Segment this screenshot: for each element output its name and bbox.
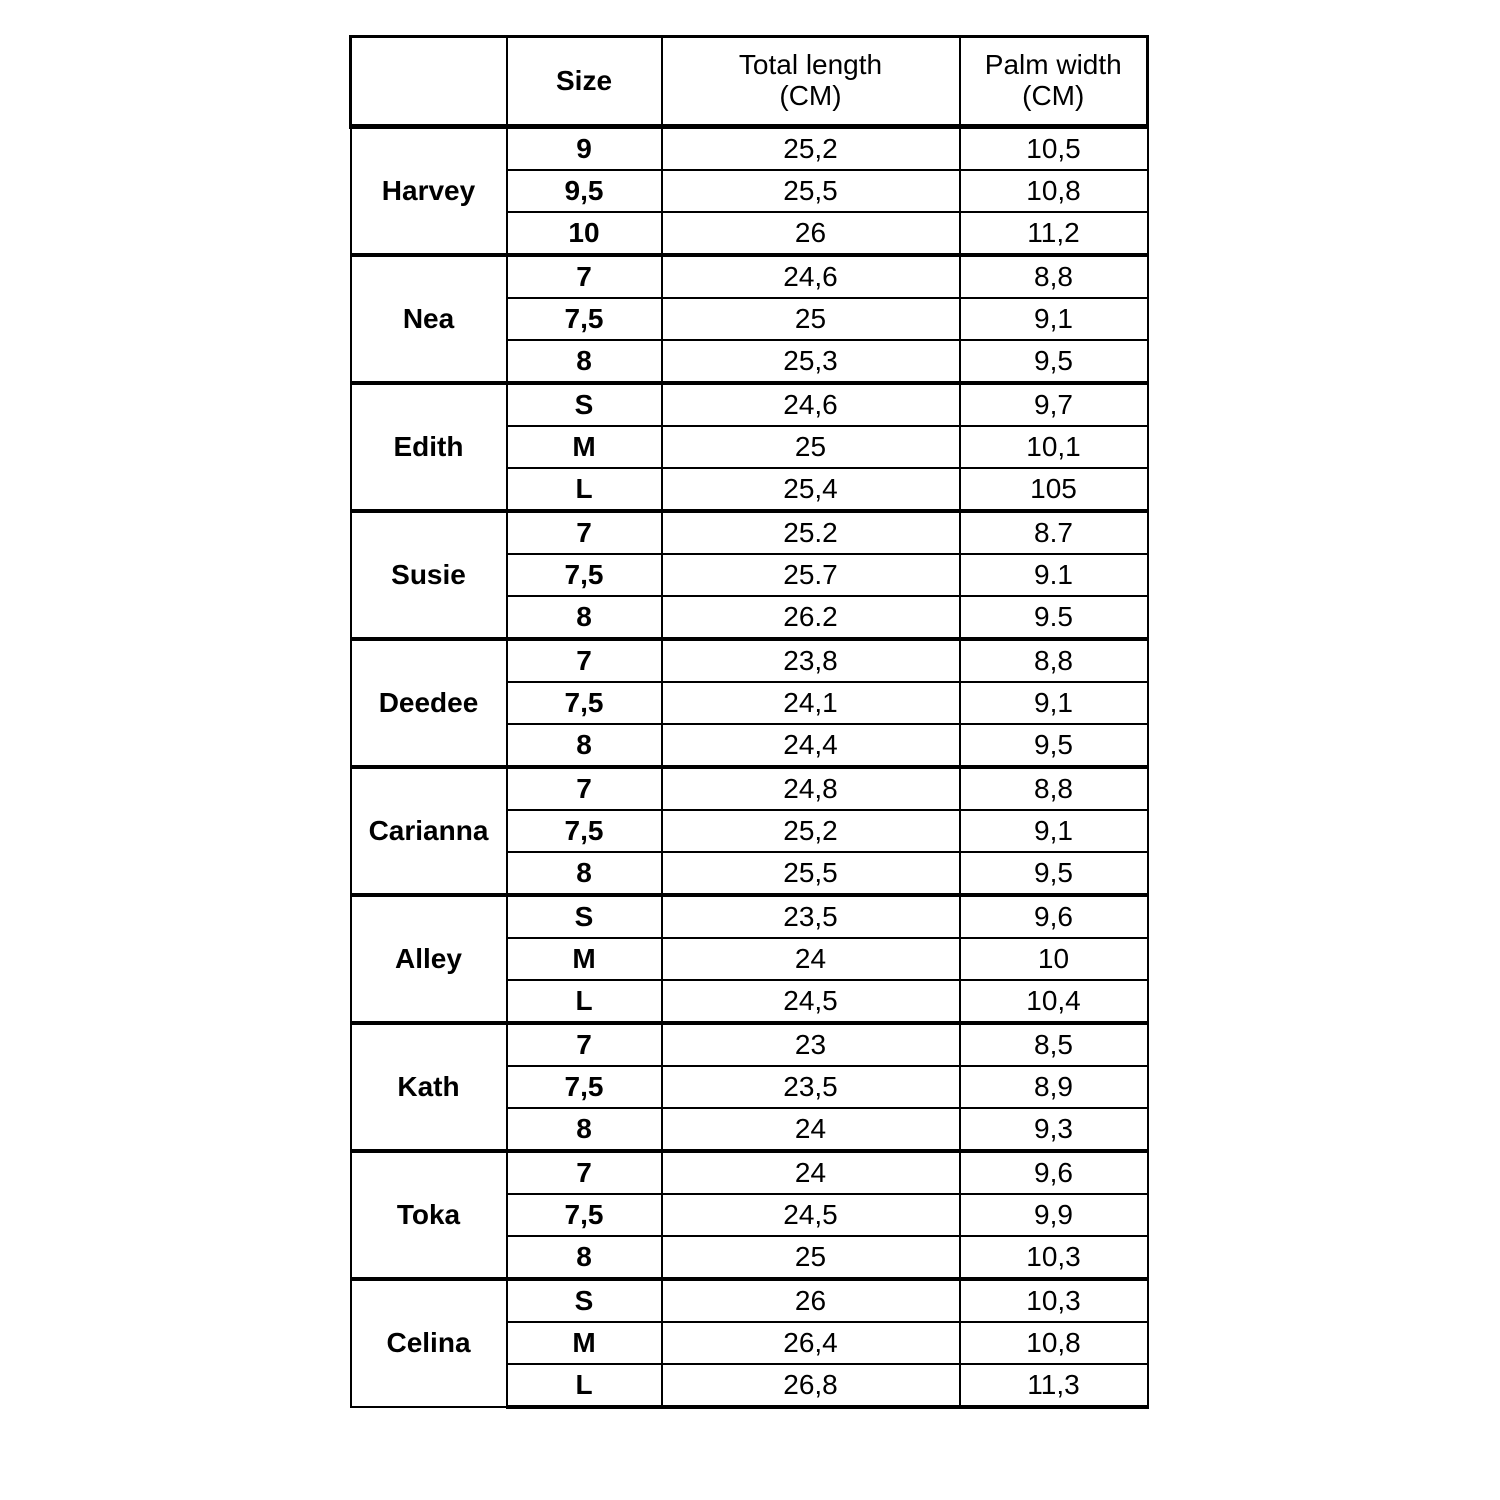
total-length-value: 25,3 — [662, 340, 960, 383]
size-value: S — [507, 383, 662, 426]
palm-width-value: 10,8 — [960, 170, 1148, 212]
palm-width-value: 9,6 — [960, 1151, 1148, 1194]
model-name: Deedee — [351, 639, 507, 767]
header-total-length-label: Total length — [738, 49, 883, 81]
model-name: Toka — [351, 1151, 507, 1279]
total-length-value: 24,4 — [662, 724, 960, 767]
total-length-value: 25,2 — [662, 810, 960, 852]
palm-width-value: 9,6 — [960, 895, 1148, 938]
palm-width-value: 8,9 — [960, 1066, 1148, 1108]
size-value: 7 — [507, 1023, 662, 1066]
size-value: 7 — [507, 767, 662, 810]
size-value: S — [507, 895, 662, 938]
total-length-value: 24,5 — [662, 980, 960, 1023]
total-length-value: 24 — [662, 938, 960, 980]
model-name: Kath — [351, 1023, 507, 1151]
size-value: M — [507, 938, 662, 980]
size-value: 8 — [507, 852, 662, 895]
total-length-value: 25 — [662, 298, 960, 340]
size-value: 8 — [507, 724, 662, 767]
size-chart-table — [349, 35, 1149, 1409]
model-name: Edith — [351, 383, 507, 511]
palm-width-value: 9.1 — [960, 554, 1148, 596]
size-value: L — [507, 980, 662, 1023]
palm-width-value: 9,5 — [960, 852, 1148, 895]
size-value: 7 — [507, 1151, 662, 1194]
palm-width-value: 10,4 — [960, 980, 1148, 1023]
table-row — [351, 1023, 1148, 1066]
total-length-value: 24,8 — [662, 767, 960, 810]
total-length-value: 25,4 — [662, 468, 960, 511]
size-value: S — [507, 1279, 662, 1322]
palm-width-value: 10,5 — [960, 127, 1148, 171]
total-length-value: 26 — [662, 212, 960, 255]
palm-width-value: 8.7 — [960, 511, 1148, 554]
total-length-value: 23 — [662, 1023, 960, 1066]
header-total-length — [662, 37, 960, 127]
palm-width-value: 11,3 — [960, 1364, 1148, 1407]
model-name: Celina — [351, 1279, 507, 1407]
palm-width-value: 9,5 — [960, 724, 1148, 767]
palm-width-value: 9.5 — [960, 596, 1148, 639]
total-length-value: 23,8 — [662, 639, 960, 682]
table-row — [351, 1151, 1148, 1194]
palm-width-value: 9,3 — [960, 1108, 1148, 1151]
palm-width-value: 10,1 — [960, 426, 1148, 468]
palm-width-value: 10,8 — [960, 1322, 1148, 1364]
size-value: 7,5 — [507, 554, 662, 596]
model-name: Harvey — [351, 127, 507, 256]
size-value: 9,5 — [507, 170, 662, 212]
table-row — [351, 255, 1148, 298]
total-length-value: 25,5 — [662, 852, 960, 895]
total-length-value: 24,1 — [662, 682, 960, 724]
table-row — [351, 767, 1148, 810]
header-size: Size — [507, 37, 662, 127]
header-palm-width-unit: (CM) — [1022, 80, 1085, 111]
palm-width-value: 10,3 — [960, 1279, 1148, 1322]
size-chart-body — [351, 127, 1148, 1408]
model-name: Alley — [351, 895, 507, 1023]
total-length-value: 26 — [662, 1279, 960, 1322]
size-value: 9 — [507, 127, 662, 171]
size-value: M — [507, 1322, 662, 1364]
total-length-value: 24,6 — [662, 255, 960, 298]
header-model — [351, 37, 507, 127]
total-length-value: 24,6 — [662, 383, 960, 426]
total-length-value: 25,2 — [662, 127, 960, 171]
total-length-value: 23,5 — [662, 895, 960, 938]
total-length-value: 25 — [662, 426, 960, 468]
total-length-value: 25.2 — [662, 511, 960, 554]
palm-width-value: 10 — [960, 938, 1148, 980]
total-length-value: 26.2 — [662, 596, 960, 639]
table-row — [351, 1279, 1148, 1322]
total-length-value: 25.7 — [662, 554, 960, 596]
palm-width-value: 105 — [960, 468, 1148, 511]
palm-width-value: 10,3 — [960, 1236, 1148, 1279]
model-name: Nea — [351, 255, 507, 383]
size-value: 8 — [507, 1108, 662, 1151]
size-value: 8 — [507, 596, 662, 639]
header-palm-width-label: Palm width — [984, 49, 1122, 81]
palm-width-value: 8,8 — [960, 639, 1148, 682]
header-palm-width — [960, 37, 1148, 127]
size-value: 7,5 — [507, 1194, 662, 1236]
table-row — [351, 511, 1148, 554]
palm-width-value: 8,8 — [960, 255, 1148, 298]
size-value: 7,5 — [507, 1066, 662, 1108]
palm-width-value: 9,1 — [960, 810, 1148, 852]
size-value: 10 — [507, 212, 662, 255]
total-length-value: 24 — [662, 1151, 960, 1194]
total-length-value: 25 — [662, 1236, 960, 1279]
model-name: Carianna — [351, 767, 507, 895]
total-length-value: 24,5 — [662, 1194, 960, 1236]
total-length-value: 25,5 — [662, 170, 960, 212]
palm-width-value: 9,7 — [960, 383, 1148, 426]
size-value: 7 — [507, 255, 662, 298]
palm-width-value: 9,9 — [960, 1194, 1148, 1236]
model-name: Susie — [351, 511, 507, 639]
size-value: 7 — [507, 639, 662, 682]
total-length-value: 23,5 — [662, 1066, 960, 1108]
palm-width-value: 9,5 — [960, 340, 1148, 383]
palm-width-value: 8,5 — [960, 1023, 1148, 1066]
palm-width-value: 8,8 — [960, 767, 1148, 810]
table-row — [351, 127, 1148, 171]
palm-width-value: 9,1 — [960, 298, 1148, 340]
header-total-length-unit: (CM) — [779, 80, 842, 111]
size-value: 7,5 — [507, 298, 662, 340]
size-value: 7 — [507, 511, 662, 554]
size-value: L — [507, 468, 662, 511]
total-length-value: 26,4 — [662, 1322, 960, 1364]
size-value: 8 — [507, 1236, 662, 1279]
total-length-value: 26,8 — [662, 1364, 960, 1407]
palm-width-value: 11,2 — [960, 212, 1148, 255]
size-value: 8 — [507, 340, 662, 383]
size-value: 7,5 — [507, 810, 662, 852]
table-row — [351, 895, 1148, 938]
palm-width-value: 9,1 — [960, 682, 1148, 724]
size-value: L — [507, 1364, 662, 1407]
size-value: M — [507, 426, 662, 468]
total-length-value: 24 — [662, 1108, 960, 1151]
header-row — [351, 37, 1148, 127]
table-row — [351, 383, 1148, 426]
size-value: 7,5 — [507, 682, 662, 724]
table-row — [351, 639, 1148, 682]
